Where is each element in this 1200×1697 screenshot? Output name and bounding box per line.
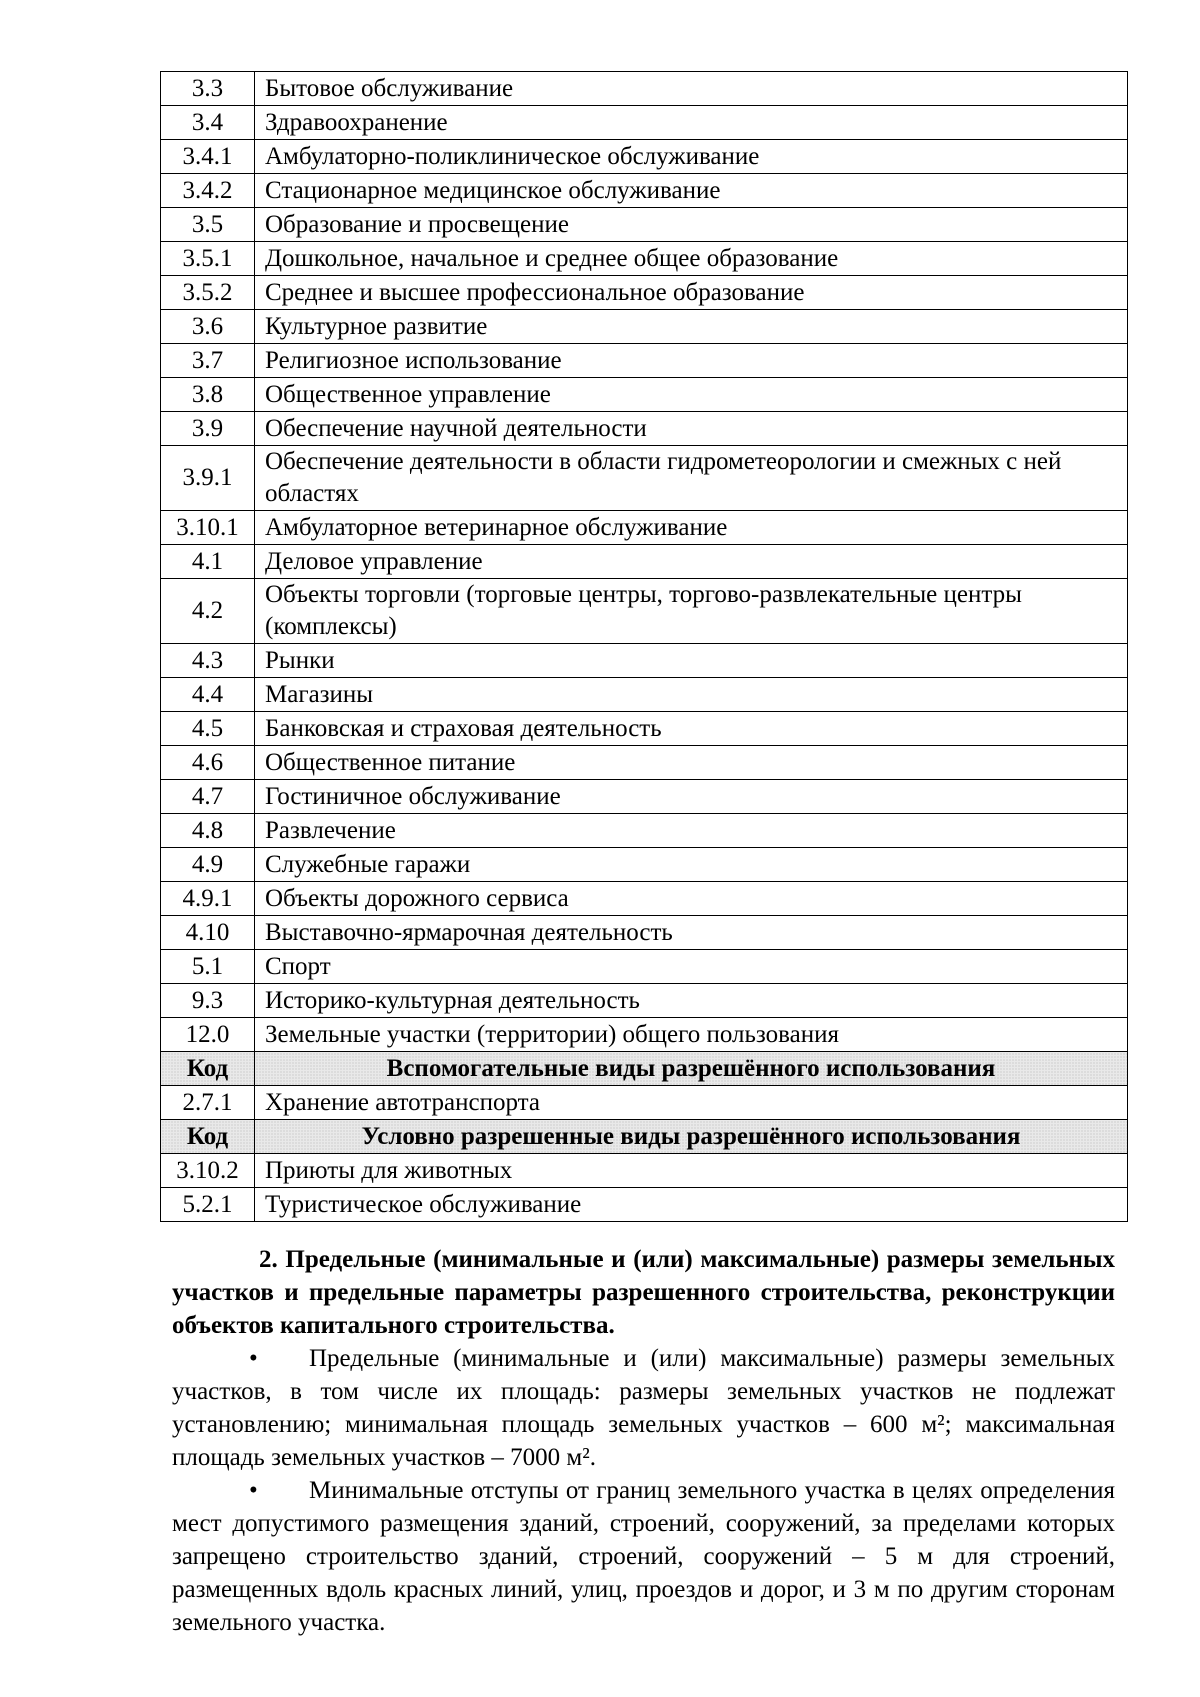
code-cell: Код [161, 1120, 255, 1154]
code-cell: 4.2 [161, 579, 255, 644]
use-type-cell: Условно разрешенные виды разрешённого использования [255, 1120, 1128, 1154]
use-type-cell: Хранение автотранспорта [255, 1086, 1128, 1120]
use-type-cell: Магазины [255, 678, 1128, 712]
code-cell: 3.5.2 [161, 276, 255, 310]
use-type-cell: Историко-культурная деятельность [255, 984, 1128, 1018]
table-row [161, 882, 1128, 916]
table-row [161, 446, 1128, 511]
use-type-cell: Амбулаторное ветеринарное обслуживание [255, 511, 1128, 545]
use-type-cell: Обеспечение деятельности в области гидрометеорологии и смежных с ней областях [255, 446, 1128, 511]
use-type-cell: Туристическое обслуживание [255, 1188, 1128, 1222]
bullet-marker: • [249, 1477, 258, 1504]
code-cell: 4.1 [161, 545, 255, 579]
table-row [161, 1086, 1128, 1120]
code-cell: 4.6 [161, 746, 255, 780]
code-cell: 4.8 [161, 814, 255, 848]
use-type-cell: Деловое управление [255, 545, 1128, 579]
code-cell: 3.10.1 [161, 511, 255, 545]
table-row [161, 140, 1128, 174]
code-cell: 4.5 [161, 712, 255, 746]
code-cell: 3.10.2 [161, 1154, 255, 1188]
paragraph-1 [172, 1342, 1115, 1474]
table-row [161, 276, 1128, 310]
use-type-cell: Земельные участки (территории) общего пользования [255, 1018, 1128, 1052]
table-row [161, 579, 1128, 644]
table-row [161, 950, 1128, 984]
table-row [161, 378, 1128, 412]
table-row [161, 644, 1128, 678]
use-type-cell: Бытовое обслуживание [255, 72, 1128, 106]
use-type-cell: Рынки [255, 644, 1128, 678]
table-section-header [161, 1052, 1128, 1086]
code-cell: Код [161, 1052, 255, 1086]
paragraph-1-text: Предельные (минимальные и (или) максимальные) размеры земельных участков, в том числе их площадь: размеры земельных участков не подлежат установлению; минимальная площадь земельных участков – 600 м²; максимальная площадь земельных участков – 7000 м². [172, 1345, 1115, 1471]
table-row [161, 412, 1128, 446]
use-type-cell: Общественное питание [255, 746, 1128, 780]
use-type-cell: Объекты дорожного сервиса [255, 882, 1128, 916]
code-cell: 3.7 [161, 344, 255, 378]
table-row [161, 344, 1128, 378]
use-type-cell: Выставочно-ярмарочная деятельность [255, 916, 1128, 950]
code-cell: 3.9 [161, 412, 255, 446]
code-cell: 3.6 [161, 310, 255, 344]
use-type-cell: Стационарное медицинское обслуживание [255, 174, 1128, 208]
use-type-cell: Спорт [255, 950, 1128, 984]
bullet-marker: • [249, 1345, 258, 1372]
code-cell: 3.5 [161, 208, 255, 242]
code-cell: 3.3 [161, 72, 255, 106]
code-cell: 3.8 [161, 378, 255, 412]
land-use-table [160, 71, 1128, 1222]
table-row [161, 1018, 1128, 1052]
use-type-cell: Общественное управление [255, 378, 1128, 412]
code-cell: 4.9 [161, 848, 255, 882]
code-cell: 4.9.1 [161, 882, 255, 916]
use-type-cell: Культурное развитие [255, 310, 1128, 344]
use-type-cell: Среднее и высшее профессиональное образование [255, 276, 1128, 310]
table-row [161, 208, 1128, 242]
table-row [161, 106, 1128, 140]
use-type-cell: Развлечение [255, 814, 1128, 848]
code-cell: 3.5.1 [161, 242, 255, 276]
code-cell: 2.7.1 [161, 1086, 255, 1120]
use-type-cell: Амбулаторно-поликлиническое обслуживание [255, 140, 1128, 174]
table-row [161, 72, 1128, 106]
code-cell: 3.4.1 [161, 140, 255, 174]
table-section-header [161, 1120, 1128, 1154]
code-cell: 5.2.1 [161, 1188, 255, 1222]
table-row [161, 174, 1128, 208]
section-heading: 2. Предельные (минимальные и (или) максимальные) размеры земельных участков и предельные параметры разрешенного строительства, реконструкции объектов капитального строительства. [172, 1246, 1115, 1339]
use-type-cell: Вспомогательные виды разрешённого использования [255, 1052, 1128, 1086]
paragraph-2 [172, 1474, 1115, 1639]
use-type-cell: Служебные гаражи [255, 848, 1128, 882]
table-row [161, 984, 1128, 1018]
table-row [161, 678, 1128, 712]
table-row [161, 848, 1128, 882]
table-row [161, 511, 1128, 545]
code-cell: 4.4 [161, 678, 255, 712]
code-cell: 4.3 [161, 644, 255, 678]
section-2 [172, 1243, 1115, 1639]
use-type-cell: Дошкольное, начальное и среднее общее образование [255, 242, 1128, 276]
code-cell: 5.1 [161, 950, 255, 984]
use-type-cell: Объекты торговли (торговые центры, торгово-развлекательные центры (комплексы) [255, 579, 1128, 644]
code-cell: 3.4.2 [161, 174, 255, 208]
code-cell: 3.9.1 [161, 446, 255, 511]
code-cell: 4.10 [161, 916, 255, 950]
table-row [161, 746, 1128, 780]
table-row [161, 1154, 1128, 1188]
table-row [161, 780, 1128, 814]
use-type-cell: Приюты для животных [255, 1154, 1128, 1188]
use-type-cell: Образование и просвещение [255, 208, 1128, 242]
table-row [161, 310, 1128, 344]
land-use-table-body [161, 72, 1128, 1222]
paragraph-2-text: Минимальные отступы от границ земельного участка в целях определения мест допустимого размещения зданий, строений, сооружений, за пределами которых запрещено строительство зданий, строений, сооружений – 5 м для строений, размещенных вдоль красных линий, улиц, проездов и дорог, и 3 м по другим сторонам земельного участка. [172, 1477, 1115, 1636]
use-type-cell: Гостиничное обслуживание [255, 780, 1128, 814]
code-cell: 12.0 [161, 1018, 255, 1052]
table-row [161, 814, 1128, 848]
use-type-cell: Здравоохранение [255, 106, 1128, 140]
code-cell: 9.3 [161, 984, 255, 1018]
code-cell: 3.4 [161, 106, 255, 140]
table-row [161, 916, 1128, 950]
use-type-cell: Банковская и страховая деятельность [255, 712, 1128, 746]
table-row [161, 712, 1128, 746]
table-row [161, 1188, 1128, 1222]
table-row [161, 545, 1128, 579]
code-cell: 4.7 [161, 780, 255, 814]
use-type-cell: Религиозное использование [255, 344, 1128, 378]
use-type-cell: Обеспечение научной деятельности [255, 412, 1128, 446]
table-row [161, 242, 1128, 276]
